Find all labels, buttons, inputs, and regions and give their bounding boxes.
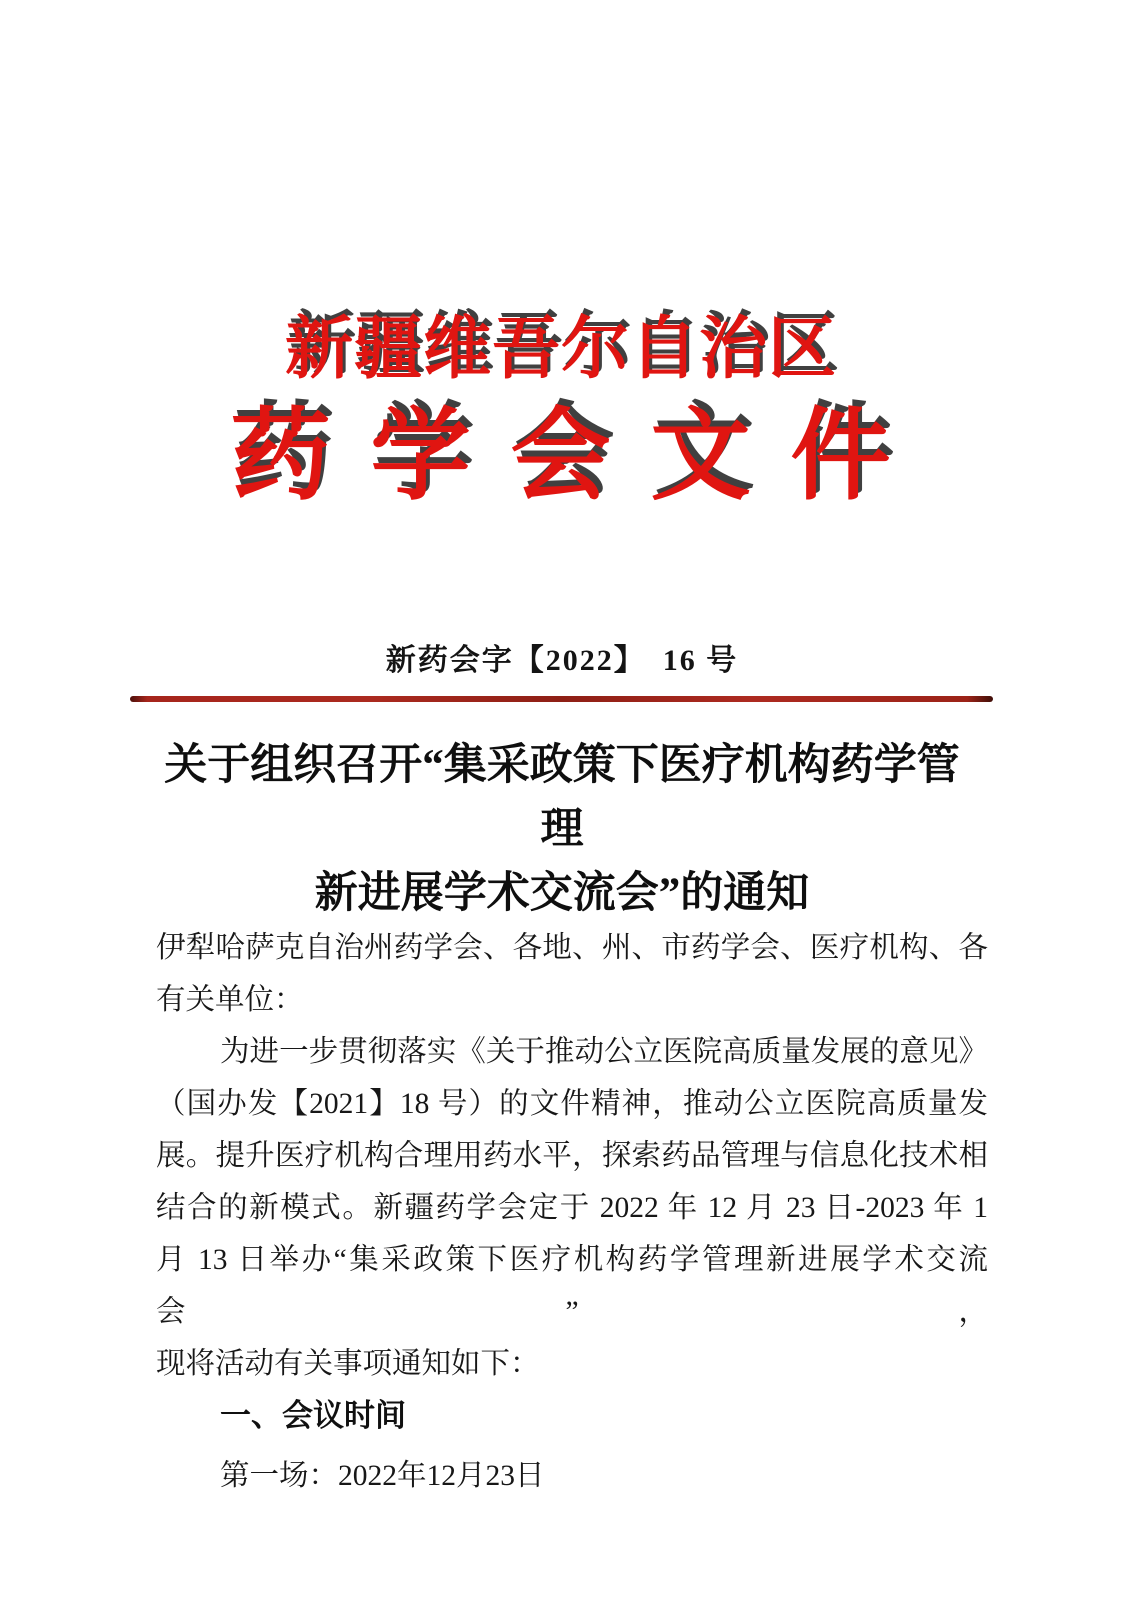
notice-body <box>156 922 988 1502</box>
letterhead-region-name: 新疆维吾尔自治区 <box>284 311 837 387</box>
section-heading-meeting-time: 一、会议时间 <box>220 1398 406 1433</box>
paragraph-line: （国办发【2021】18 号）的文件精神，推动公立医院高质量发 <box>156 1088 988 1120</box>
notice-title-line1: 关于组织召开“集采政策下医疗机构药学管理 <box>164 742 960 853</box>
paragraph-line: 为进一步贯彻落实《关于推动公立医院高质量发展的意见》 <box>220 1036 988 1068</box>
document-number: 新药会字【2022】 16 号 <box>385 644 739 677</box>
paragraph-line: 展。提升医疗机构合理用药水平，探索药品管理与信息化技术相 <box>156 1140 988 1172</box>
paragraph-line: 月 13 日举办“集采政策下医疗机构药学管理新进展学术交流会”， <box>156 1244 988 1328</box>
letterhead-org-name: 药学会文件 <box>230 401 931 512</box>
salutation-line: 伊犁哈萨克自治州药学会、各地、州、市药学会、医疗机构、各 <box>156 932 988 964</box>
notice-title <box>146 734 978 926</box>
notice-title-line2: 新进展学术交流会”的通知 <box>314 870 810 917</box>
paragraph-line: 结合的新模式。新疆药学会定于 2022 年 12 月 23 日-2023 年 1 <box>156 1192 988 1224</box>
red-divider-line <box>130 696 993 702</box>
paragraph-line: 现将活动有关事项通知如下： <box>156 1348 540 1380</box>
session-date-line: 第一场：2022年12月23日 <box>220 1460 545 1492</box>
salutation-line: 有关单位： <box>156 984 304 1016</box>
